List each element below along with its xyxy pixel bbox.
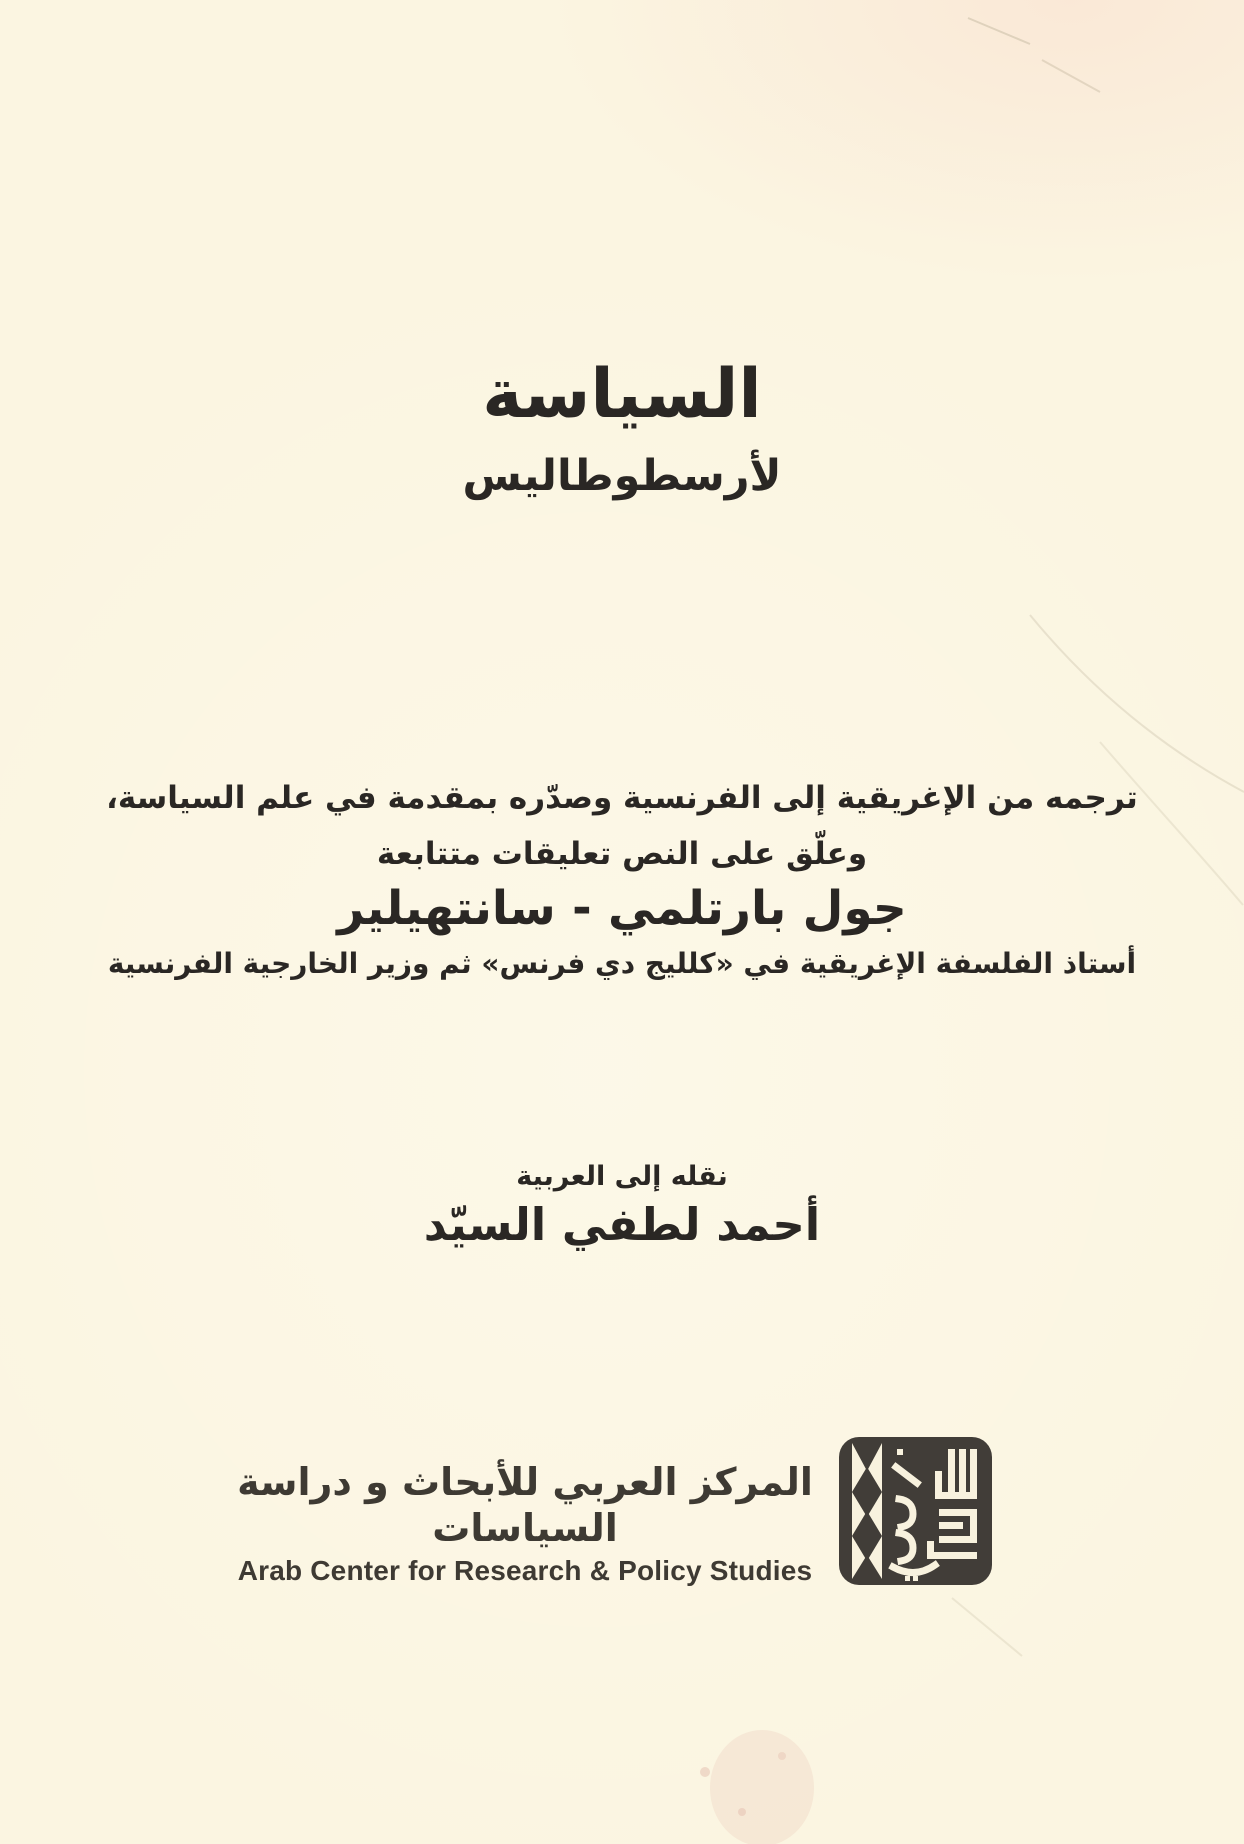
acrps-logo-icon <box>839 1437 992 1585</box>
translator-bio-line-1: ترجمه من الإغريقية إلى الفرنسية وصدّره بمقدمة في علم السياسة، <box>106 780 1138 816</box>
book-author: لأرسطوطاليس <box>462 451 782 501</box>
translator-bio-line-2: وعلّق على النص تعليقات متتابعة <box>376 836 868 872</box>
arabic-translator-name: أحمد لطفي السيّد <box>423 1198 821 1251</box>
arabic-translation-label: نقله إلى العربية <box>516 1161 728 1192</box>
publisher-block <box>205 1460 845 1587</box>
acrps-kufic-emblem <box>839 1437 992 1585</box>
publisher-name-arabic: المركز العربي للأبحاث و دراسة السياسات <box>237 1460 813 1550</box>
translator-bio-line-4: أستاذ الفلسفة الإغريقية في «كلليج دي فرنس» ثم وزير الخارجية الفرنسية <box>107 947 1137 980</box>
ink-smudge <box>700 1730 814 1844</box>
french-translator-name: جول بارتلمي - سانتهيلير <box>337 881 907 936</box>
book-title: السياسة <box>482 355 762 434</box>
publisher-name-english: Arab Center for Research & Policy Studies <box>237 1555 813 1587</box>
